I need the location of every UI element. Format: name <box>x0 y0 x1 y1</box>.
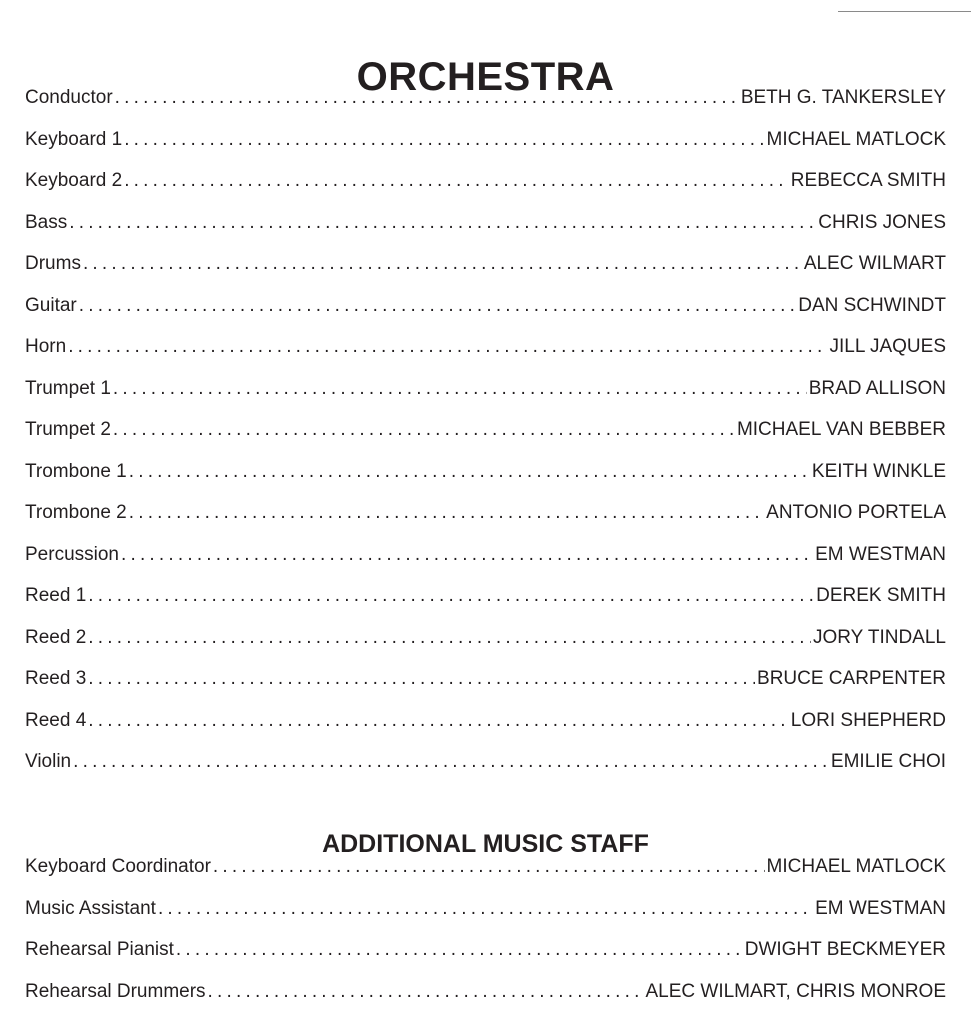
credit-name: ANTONIO PORTELA <box>766 502 946 523</box>
credit-name: BETH G. TANKERSLEY <box>740 87 946 108</box>
credit-row <box>25 499 946 541</box>
credit-row <box>25 250 946 292</box>
credit-row <box>25 126 946 168</box>
top-rule <box>838 11 971 12</box>
credit-row <box>25 167 946 209</box>
credit-row <box>25 665 946 707</box>
credit-role: Trumpet 2 <box>25 419 111 440</box>
dot-leader <box>129 458 810 486</box>
dot-leader <box>124 167 789 195</box>
credit-role: Reed 3 <box>25 668 87 689</box>
credit-name: EMILIE CHOI <box>830 751 946 772</box>
credit-role: Reed 1 <box>25 585 87 606</box>
dot-leader <box>79 292 796 320</box>
music-staff-list <box>25 853 946 1019</box>
dot-leader <box>88 707 789 735</box>
dot-leader <box>88 582 814 610</box>
credit-name: REBECCA SMITH <box>790 170 946 191</box>
credit-role: Music Assistant <box>25 897 156 919</box>
credit-name: DEREK SMITH <box>816 585 946 606</box>
credit-role: Percussion <box>25 543 119 565</box>
credit-row <box>25 541 946 583</box>
credit-role: Bass <box>25 211 68 233</box>
credit-name: MICHAEL MATLOCK <box>766 856 946 877</box>
credit-row <box>25 895 946 937</box>
credit-role: Trombone 1 <box>25 460 127 482</box>
dot-leader <box>83 250 802 278</box>
page-title: ORCHESTRA <box>356 54 615 99</box>
credit-role: Guitar <box>25 294 77 316</box>
credit-name: EM WESTMAN <box>815 543 946 565</box>
credit-role: Violin <box>25 751 72 772</box>
credit-role: Keyboard 1 <box>25 128 123 150</box>
orchestra-list <box>25 84 946 790</box>
credit-name: MICHAEL VAN BEBBER <box>736 419 946 440</box>
credit-row <box>25 707 946 749</box>
dot-leader <box>88 665 755 693</box>
credit-name: ALEC WILMART <box>803 253 946 274</box>
credit-row <box>25 853 946 895</box>
credit-row <box>25 333 946 375</box>
credit-name: JORY TINDALL <box>812 626 946 648</box>
credit-row <box>25 375 946 417</box>
credit-role: Conductor <box>25 87 113 108</box>
dot-leader <box>208 978 644 1006</box>
credit-name: EM WESTMAN <box>815 897 946 919</box>
credit-role: Horn <box>25 336 67 357</box>
dot-leader <box>113 375 807 403</box>
section-heading: ADDITIONAL MUSIC STAFF <box>322 829 649 858</box>
credit-name: KEITH WINKLE <box>811 460 946 482</box>
dot-leader <box>158 895 813 923</box>
credit-name: JILL JAQUES <box>829 336 946 357</box>
credit-role: Reed 2 <box>25 626 87 648</box>
credit-row <box>25 936 946 978</box>
credit-name: MICHAEL MATLOCK <box>766 128 946 150</box>
dot-leader <box>73 748 829 776</box>
credit-role: Keyboard 2 <box>25 170 123 191</box>
credit-role: Trombone 2 <box>25 502 127 523</box>
credit-name: BRAD ALLISON <box>808 377 946 399</box>
credit-name: BRUCE CARPENTER <box>757 668 946 689</box>
dot-leader <box>115 84 739 112</box>
credit-row <box>25 458 946 500</box>
credit-name: LORI SHEPHERD <box>790 709 946 731</box>
credit-role: Reed 4 <box>25 709 87 731</box>
credit-name: ALEC WILMART, CHRIS MONROE <box>645 980 946 1002</box>
credit-role: Rehearsal Drummers <box>25 980 206 1002</box>
credit-role: Drums <box>25 253 81 274</box>
credit-role: Keyboard Coordinator <box>25 856 211 877</box>
credit-row <box>25 416 946 458</box>
credit-row <box>25 582 946 624</box>
dot-leader <box>129 499 764 527</box>
credit-row <box>25 978 946 1020</box>
credit-role: Rehearsal Pianist <box>25 939 174 960</box>
credit-row <box>25 84 946 126</box>
credit-name: DWIGHT BECKMEYER <box>744 939 946 960</box>
credit-row <box>25 748 946 790</box>
credit-row <box>25 292 946 334</box>
dot-leader <box>88 624 811 652</box>
dot-leader <box>124 126 764 154</box>
dot-leader <box>121 541 813 569</box>
dot-leader <box>113 416 735 444</box>
credit-role: Trumpet 1 <box>25 377 111 399</box>
credit-row <box>25 624 946 666</box>
credit-row <box>25 209 946 251</box>
dot-leader <box>68 333 827 361</box>
dot-leader <box>69 209 816 237</box>
credit-name: CHRIS JONES <box>818 211 946 233</box>
credit-name: DAN SCHWINDT <box>798 294 946 316</box>
dot-leader <box>213 853 765 881</box>
dot-leader <box>176 936 743 964</box>
